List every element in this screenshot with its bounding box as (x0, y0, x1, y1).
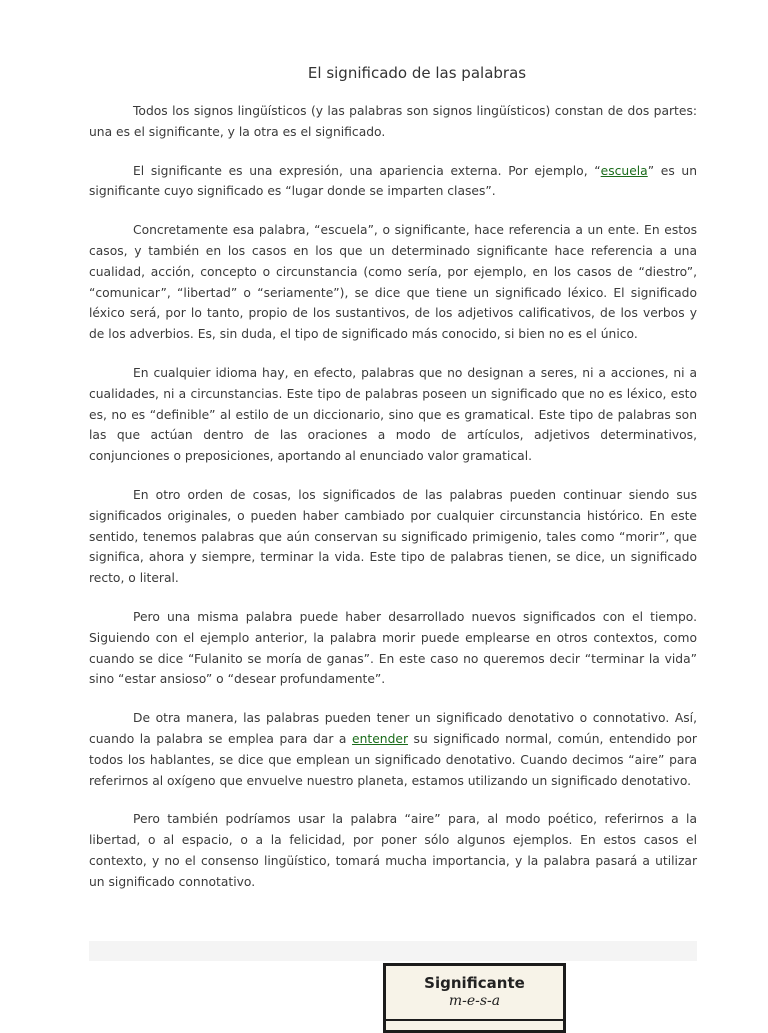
link-entender[interactable]: entender (352, 731, 408, 746)
paragraph-text: Pero una misma palabra puede haber desarrollado nuevos significados con el tiempo. Siguiendo con el ejemplo anterior, la palabra morir puede emplearse en otros contextos, como cuando se dice “Fulanito se moría de ganas”. En este caso no queremos decir “terminar la vida” sino “estar ansioso” o “desear profundamente”. (89, 609, 697, 687)
page-title: El significado de las palabras (307, 64, 527, 82)
paragraph-text: Pero también podríamos usar la palabra “aire” para, al modo poético, referirnos a la libertad, o al espacio, o a la felicidad, por poner sólo algunos ejemplos. En estos casos el contexto, y no el consenso lingüístico, tomará mucha importancia, y la palabra pasará a utilizar un significado connotativo. (89, 812, 697, 889)
paragraph-4 (89, 363, 697, 467)
paragraph-5 (89, 485, 697, 589)
significante-figure (383, 963, 566, 1033)
paragraph-2 (89, 161, 697, 203)
paragraph-text: Todos los signos lingüísticos (y las palabras son signos lingüísticos) constan de dos partes: una es el significante, y la otra es el significado. (89, 104, 697, 139)
paragraph-text: De otra manera, las palabras pueden tener un significado denotativo o connotativo. Así, cuando la palabra se emplea para dar a (89, 711, 697, 746)
paragraph-text: En otro orden de cosas, los significados de las palabras pueden continuar siendo sus significados originales, o pueden haber cambiado por cualquier circunstancia histórico. En este sentido, tenemos palabras que aún conservan su significado primigenio, tales como “morir”, que significa, ahora y siempre, terminar la vida. Este tipo de palabras tienen, se dice, un significado recto, o literal. (89, 487, 697, 586)
paragraph-text: En cualquier idioma hay, en efecto, palabras que no designan a seres, ni a acciones, ni a cualidades, ni a circunstancias. Este tipo de palabras poseen un significado que no es léxico, esto es, no es “definible” al estilo de un diccionario, sino que es gramatical. Este tipo de palabras son las que actúan dentro de las oraciones a modo de artículos, adjetivos determinativos, conjunciones o preposiciones, aportando al enunciado valor gramatical. (89, 365, 697, 464)
figure-subtitle: m-e-s-a (448, 993, 501, 1009)
paragraph-text: su significado normal, común, entendido por todos los hablantes, se dice que emplean un significado denotativo. Cuando decimos “aire” para referirnos al oxígeno que envuelve nuestro planeta, estamos utilizando un significado denotativo. (89, 731, 697, 788)
paragraph-1 (89, 101, 697, 143)
paragraph-6 (89, 607, 697, 690)
paragraph-text: El significante es una expresión, una apariencia externa. Por ejemplo, “ (133, 163, 601, 178)
figure-divider (386, 1019, 563, 1021)
link-escuela[interactable]: escuela (600, 163, 648, 178)
paragraph-8 (89, 809, 697, 892)
figure-background (89, 941, 697, 961)
paragraph-3 (89, 220, 697, 345)
document-body (89, 0, 697, 893)
paragraph-text: ” es un significante cuyo significado es “lugar donde se imparten clases”. (89, 163, 697, 199)
paragraph-7 (89, 708, 697, 791)
paragraph-text: Concretamente esa palabra, “escuela”, o significante, hace referencia a un ente. En estos casos, y también en los casos en los que un determinado significante hace referencia a una cualidad, acción, concepto o circunstancia (como sería, por ejemplo, en los casos de “diestro”, “comunicar”, “libertad” o “seriamente”), se dice que tiene un significado léxico. El significado léxico será, por lo tanto, propio de los sustantivos, de los adjetivos calificativos, de los verbos y de los adverbios. Es, sin duda, el tipo de significado más conocido, si bien no es el único. (89, 223, 697, 342)
figure-title: Significante (424, 974, 525, 992)
